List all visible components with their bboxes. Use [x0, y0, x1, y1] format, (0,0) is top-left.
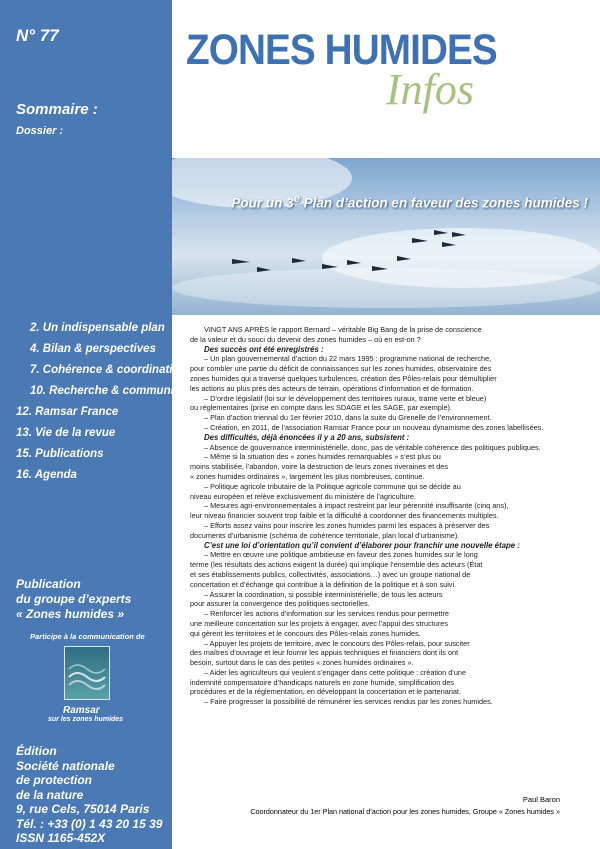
participe-text: Participe à la communication de — [30, 632, 145, 641]
edition-line: de protection — [16, 773, 93, 787]
publication-line: du groupe d’experts — [16, 592, 132, 606]
banner-title-part: Pour un 3 — [231, 195, 294, 211]
wave-icon — [65, 647, 109, 699]
article-line: – Aider les agriculteurs qui veulent s’engager dans cette politique : création d’une — [204, 667, 467, 677]
toc-item[interactable]: 12. Ramsar France — [16, 406, 119, 418]
edition-line: Société nationale — [16, 758, 115, 773]
edition-line: 9, rue Cels, 75014 Paris — [16, 802, 150, 816]
signature-name: Paul Baron — [522, 795, 560, 804]
article-line: – D’ordre législatif (loi sur le développement des territoires ruraux, trame verte et bleue) — [204, 393, 487, 403]
article-line: leur niveau financier souvent trop faible et la difficulté à coordonner des financements multiples. — [190, 511, 499, 521]
publication-info — [16, 577, 166, 622]
article-line: besoin, surtout dans le cas des petites « zones humides ordinaires ». — [190, 658, 414, 668]
article-line: procédures et de la réglementation, en développant la concertation et le partenariat. — [190, 687, 461, 697]
article-line: des maîtres d’ouvrage et leur fournir les appuis techniques et financiers dont ils ont — [190, 648, 459, 658]
ramsar-subtitle: sur les zones humides — [48, 716, 124, 723]
article-line: indemnité compensatoire d’handicaps naturels en zone humide, simplification des — [190, 677, 455, 687]
article-line: – Assurer la coordination, si possible interministérielle, de tous les acteurs — [204, 589, 443, 599]
article-line: ou réglementaires (prise en compte dans les SDAGE et les SAGE, par exemple). — [190, 403, 452, 413]
toc-item[interactable]: 10. Recherche & communication — [30, 385, 208, 397]
article-line: – Efforts assez vains pour inscrire les zones humides parmi les espaces à préserver des — [204, 520, 490, 530]
article-line: les actions au plus près des acteurs de terrain, opérations d’information et de formation. — [190, 383, 474, 393]
toc-item[interactable]: 13. Vie de la revue — [16, 427, 116, 439]
toc-item[interactable]: 2. Un indispensable plan — [30, 322, 165, 334]
article-line: – Renforcer les actions d’information sur les services rendus pour permettre — [204, 609, 449, 619]
edition-info — [16, 744, 171, 846]
article-line: – Mesures agri-environnementales à impact restreint par leur pérennité insuffisante (cinq ans), — [204, 501, 509, 511]
article-line: et ses établissements publics, collectivités, associations…) avec un groupe national de — [190, 569, 471, 579]
article-line: niveau européen et relève exclusivement du ministère de l’agriculture. — [190, 491, 416, 501]
article-line: – Politique agricole tributaire de la Politique agricole commune qui se décide au — [204, 481, 461, 491]
ramsar-name: Ramsar — [63, 705, 100, 716]
article-line: concertation et d’échange qui contribue à la définition de la politique et à son suivi. — [190, 579, 457, 589]
issue-number: N° 77 — [16, 26, 59, 45]
signature-role: Coordonnateur du 1er Plan national d’action pour les zones humides, Groupe « Zones humides » — [250, 807, 560, 816]
edition-line: ISSN 1165-452X — [16, 831, 106, 845]
article-line: – Plan d’action triennal du 1er février 2010, dans la suite du Grenelle de l’environnement. — [204, 413, 492, 423]
flamingos-icon — [172, 158, 600, 315]
article-line: – Un plan gouvernemental d’action du 22 mars 1995 : programme national de recherche, — [204, 354, 492, 364]
article-line: une meilleure concertation sur les projets à engager, avec l’appui des structures — [190, 618, 448, 628]
editorial-article — [190, 325, 594, 707]
article-line: pour combler une partie du déficit de connaissances sur les zones humides, observatoire des — [190, 364, 492, 374]
toc-item[interactable]: 15. Publications — [16, 448, 104, 460]
sidebar — [0, 0, 208, 849]
article-line: zones humides qui a traversé quelques turbulences, création des Pôles-relais pour démultiplier — [190, 373, 497, 383]
toc-item[interactable]: 7. Cohérence & coordination — [30, 364, 187, 376]
article-line: qui gèrent les territoires et le concours des Pôles-relais zones humides. — [190, 628, 421, 638]
article-line: terme (les résultats des actions exigent la durée) qui implique l’ensemble des acteurs (État — [190, 560, 483, 570]
publication-line: « Zones humides » — [16, 607, 125, 621]
toc-item[interactable]: 4. Bilan & perspectives — [30, 343, 156, 355]
article-line: – Création, en 2011, de l’association Ramsar France pour un nouveau dynamisme des zones labellisées. — [204, 422, 544, 432]
article-line: – Mettre en œuvre une politique ambitieuse en faveur des zones humides sur le long — [204, 550, 478, 560]
banner-title-sup: e — [293, 193, 300, 205]
masthead-subtitle: Infos — [386, 65, 474, 114]
article-line: VINGT ANS APRÈS le rapport Bernard – véritable Big Bang de la prise de conscience — [204, 325, 482, 334]
publication-line: Publication — [16, 577, 81, 591]
article-line: – Faire progresser la possibilité de rémunérer les services rendus par les zones humides. — [204, 697, 493, 707]
article-line: documents d’urbanisme (schéma de cohérence territoriale, plan local d’urbanisme). — [190, 530, 460, 540]
edition-line: Tél. : +33 (0) 1 43 20 15 39 — [16, 816, 163, 831]
edition-line: Édition — [16, 744, 57, 758]
sommaire-heading: Sommaire : — [16, 101, 98, 118]
banner-headline — [231, 193, 588, 211]
article-line: moins stabilisée, l’abandon, voire la destruction de leurs zones riveraines et des — [190, 462, 448, 472]
banner-photo — [172, 158, 600, 315]
edition-line: de la nature — [16, 787, 84, 802]
article-line: C’est une loi d’orientation qu’il convient d’élaborer pour franchir une nouvelle étape : — [204, 540, 520, 550]
toc-item[interactable]: 16. Agenda — [16, 469, 77, 481]
article-line: – Absence de gouvernance interministérielle, donc, pas de véritable cohérence des politiques publiques. — [204, 442, 541, 452]
article-line: – Appuyer les projets de territoire, avec le concours des Pôles-relais, pour susciter — [204, 638, 470, 648]
article-line: pour assurer la convergence des politiques sectorielles. — [190, 599, 370, 609]
article-line: Des succès ont été enregistrés : — [204, 344, 324, 354]
banner-title-part: Plan d’action en faveur des zones humides ! — [299, 195, 588, 211]
article-line: Des difficultés, déjà énoncées il y a 20 ans, subsistent : — [204, 432, 410, 442]
dossier-label: Dossier : — [16, 125, 64, 137]
ramsar-logo — [64, 646, 110, 700]
article-line: de la valeur et du souci du devenir des zones humides – où en est-on ? — [190, 334, 421, 344]
article-line: « zones humides ordinaires », largement les plus nombreuses, continue. — [190, 471, 425, 481]
masthead-title: ZONES HUMIDES — [186, 26, 497, 74]
article-line: – Même si la situation des « zones humides remarquables » s’est plus ou — [204, 452, 441, 462]
